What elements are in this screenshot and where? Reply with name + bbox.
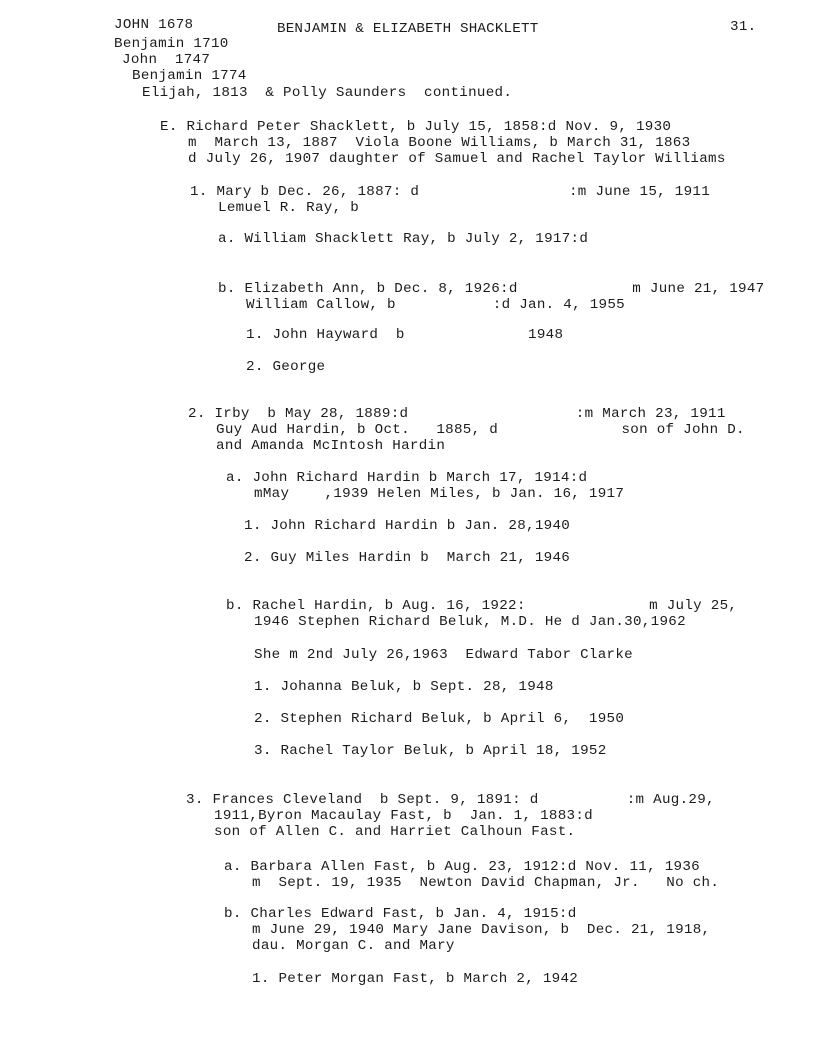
entry-2-line-1: 2. Irby b May 28, 1889:d :m March 23, 1911 [188, 406, 726, 422]
entry-E-line-1: E. Richard Peter Shacklett, b July 15, 1858:d Nov. 9, 1930 [160, 119, 672, 135]
entry-2a-line-2: mMay ,1939 Helen Miles, b Jan. 16, 1917 [254, 486, 625, 502]
entry-2-line-2: Guy Aud Hardin, b Oct. 1885, d son of John D. [216, 422, 745, 438]
entry-E-line-2: m March 13, 1887 Viola Boone Williams, b March 31, 1863 [188, 135, 691, 151]
entry-2b-3: 3. Rachel Taylor Beluk, b April 18, 1952 [254, 743, 607, 759]
entry-2a-line-1: a. John Richard Hardin b March 17, 1914:d [226, 470, 588, 486]
entry-3-line-2: 1911,Byron Macaulay Fast, b Jan. 1, 1883:d [214, 808, 593, 824]
ancestor-line-3: John 1747 [122, 52, 211, 68]
entry-2b-1: 1. Johanna Beluk, b Sept. 28, 1948 [254, 679, 554, 695]
entry-3a-line-1: a. Barbara Allen Fast, b Aug. 23, 1912:d Nov. 11, 1936 [224, 859, 700, 875]
entry-2b-note: She m 2nd July 26,1963 Edward Tabor Clarke [254, 647, 633, 663]
entry-3b-line-3: dau. Morgan C. and Mary [252, 938, 455, 954]
entry-1b-line-1: b. Elizabeth Ann, b Dec. 8, 1926:d m June 21, 1947 [218, 281, 765, 297]
entry-2b-line-1: b. Rachel Hardin, b Aug. 16, 1922: m July 25, [226, 598, 738, 614]
page-number: 31. [730, 19, 757, 35]
entry-3-line-1: 3. Frances Cleveland b Sept. 9, 1891: d :m Aug.29, [186, 792, 715, 808]
entry-3-line-3: son of Allen C. and Harriet Calhoun Fast. [214, 824, 576, 840]
entry-2b-line-2: 1946 Stephen Richard Beluk, M.D. He d Jan.30,1962 [254, 614, 686, 630]
entry-1a: a. William Shacklett Ray, b July 2, 1917:d [218, 231, 589, 247]
entry-1b-2: 2. George [246, 359, 326, 375]
entry-3b-1: 1. Peter Morgan Fast, b March 2, 1942 [252, 971, 579, 987]
entry-3b-line-1: b. Charles Edward Fast, b Jan. 4, 1915:d [224, 906, 577, 922]
entry-2-line-3: and Amanda McIntosh Hardin [216, 438, 446, 454]
page-title: BENJAMIN & ELIZABETH SHACKLETT [277, 21, 539, 37]
entry-2b-2: 2. Stephen Richard Beluk, b April 6, 1950 [254, 711, 625, 727]
ancestor-line-5: Elijah, 1813 & Polly Saunders continued. [142, 85, 513, 101]
ancestor-line-4: Benjamin 1774 [132, 68, 247, 84]
entry-1-line-2: Lemuel R. Ray, b [218, 200, 360, 216]
entry-1-line-1: 1. Mary b Dec. 26, 1887: d :m June 15, 1911 [190, 184, 711, 200]
entry-1b-1: 1. John Hayward b 1948 [246, 327, 564, 343]
entry-1b-line-2: William Callow, b :d Jan. 4, 1955 [246, 297, 625, 313]
entry-3a-line-2: m Sept. 19, 1935 Newton David Chapman, Jr. No ch. [252, 875, 720, 891]
ancestor-line-2: Benjamin 1710 [114, 36, 229, 52]
entry-2a-2: 2. Guy Miles Hardin b March 21, 1946 [244, 550, 571, 566]
entry-3b-line-2: m June 29, 1940 Mary Jane Davison, b Dec. 21, 1918, [252, 922, 711, 938]
ancestor-line-1: JOHN 1678 [114, 17, 194, 33]
entry-2a-1: 1. John Richard Hardin b Jan. 28,1940 [244, 518, 571, 534]
entry-E-line-3: d July 26, 1907 daughter of Samuel and Rachel Taylor Williams [188, 151, 726, 167]
